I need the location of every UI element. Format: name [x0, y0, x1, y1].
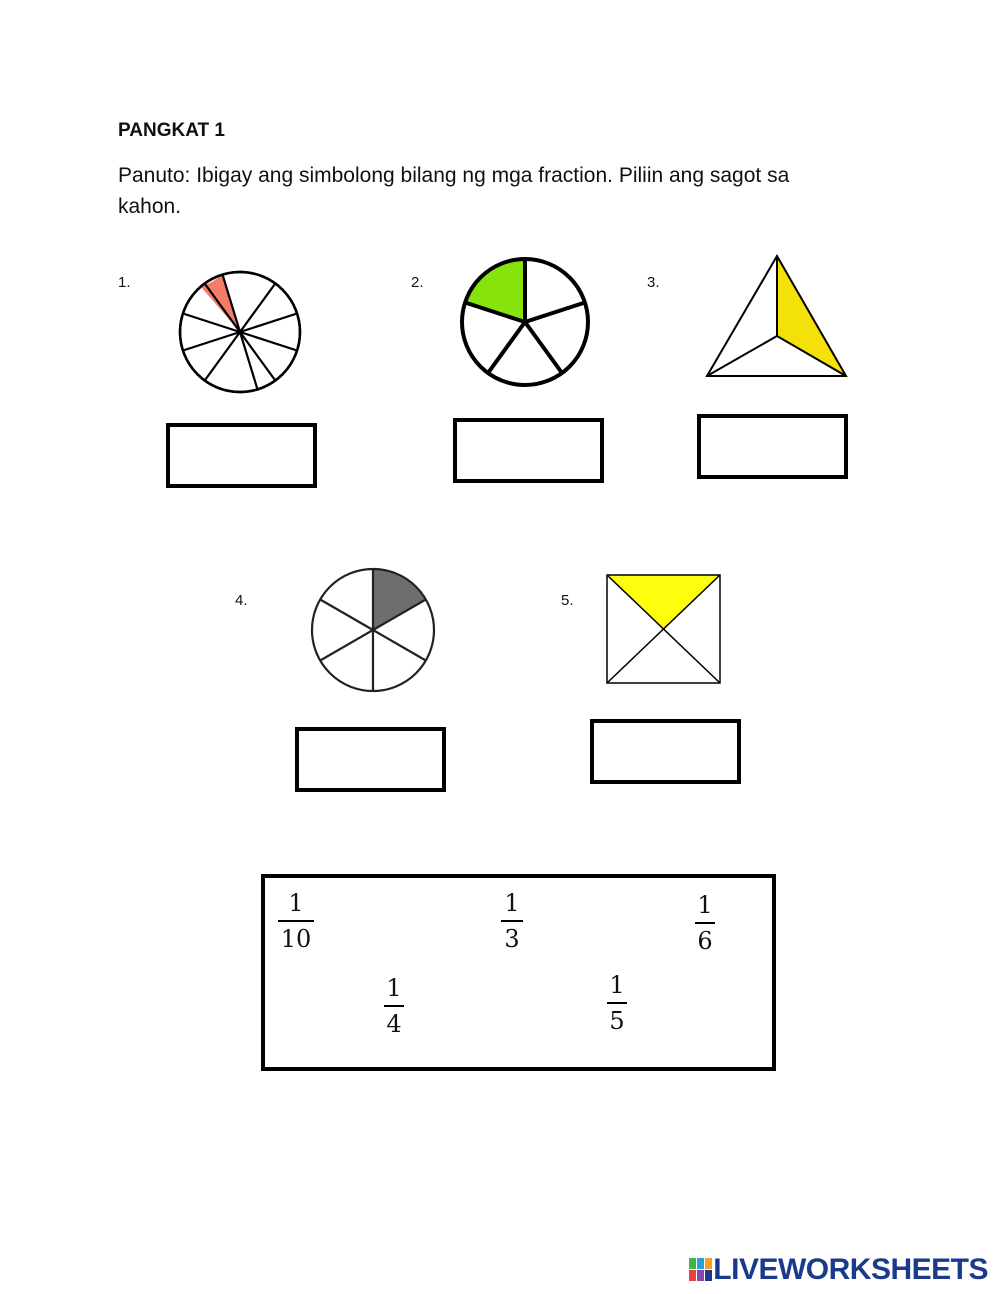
- denominator: 5: [609, 1007, 625, 1035]
- choice-fraction-1-5[interactable]: [607, 972, 627, 1034]
- choice-fraction-1-3[interactable]: [501, 890, 523, 952]
- item-number-3: 3.: [647, 274, 660, 291]
- fraction-square-fourths: [604, 572, 724, 687]
- denominator: 6: [697, 927, 713, 955]
- choice-fraction-1-6[interactable]: [695, 892, 715, 954]
- logo-blocks-icon: [689, 1258, 713, 1282]
- answer-box-3[interactable]: [697, 414, 848, 479]
- answer-box-4[interactable]: [295, 727, 446, 792]
- liveworksheets-logo: [689, 1253, 988, 1287]
- item-number-2: 2.: [411, 274, 424, 291]
- denominator: 10: [280, 925, 312, 953]
- denominator: 3: [504, 925, 520, 953]
- logo-text: LIVEWORKSHEETS: [713, 1253, 988, 1286]
- shaded-slice: [373, 569, 426, 630]
- shaded-part: [607, 575, 720, 628]
- item-number-5: 5.: [561, 592, 574, 609]
- numerator: 1: [609, 971, 625, 999]
- fraction-circle-fifths: [459, 256, 591, 388]
- fraction-circle-sixths: [310, 567, 437, 694]
- choice-fraction-1-4[interactable]: [384, 975, 404, 1037]
- answer-box-2[interactable]: [453, 418, 604, 483]
- answer-box-1[interactable]: [166, 423, 317, 488]
- numerator: 1: [504, 889, 520, 917]
- denominator: 4: [386, 1010, 402, 1038]
- fraction-triangle-thirds: [702, 252, 852, 382]
- item-number-4: 4.: [235, 592, 248, 609]
- numerator: 1: [697, 891, 713, 919]
- item-number-1: 1.: [118, 274, 131, 291]
- fraction-circle-tenths: [178, 270, 303, 395]
- worksheet-title: PANGKAT 1: [118, 120, 225, 141]
- choices-box: [261, 874, 776, 1071]
- numerator: 1: [386, 974, 402, 1002]
- answer-box-5[interactable]: [590, 719, 741, 784]
- choice-fraction-1-10[interactable]: [278, 890, 314, 952]
- instructions: Panuto: Ibigay ang simbolong bilang ng mga fraction. Piliin ang sagot sa kahon.: [118, 164, 790, 218]
- numerator: 1: [288, 889, 304, 917]
